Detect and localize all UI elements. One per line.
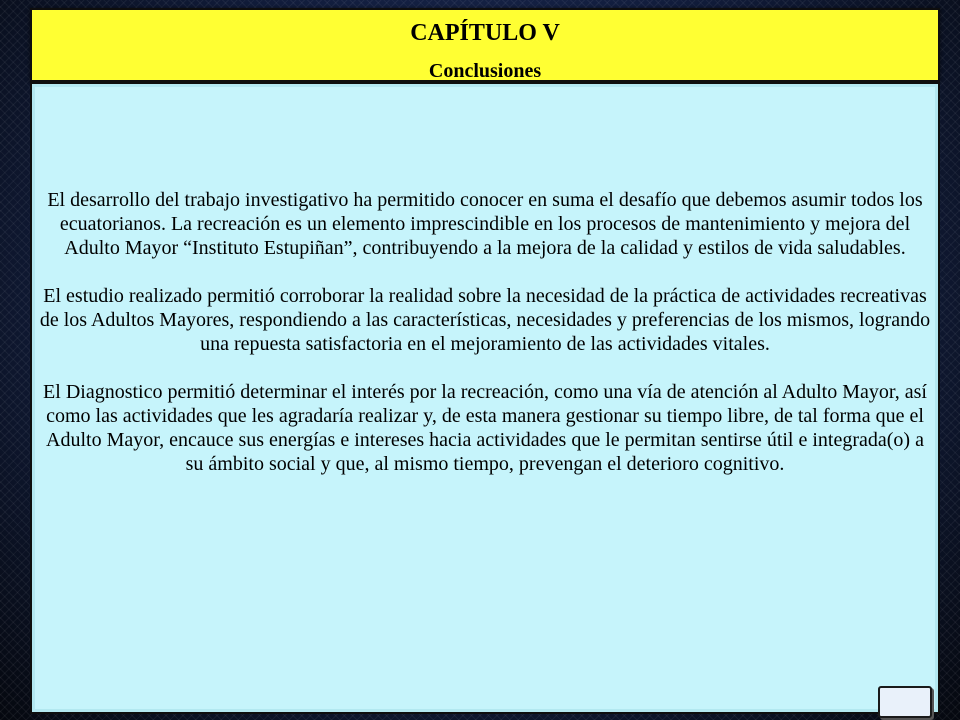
chapter-subtitle: Conclusiones xyxy=(428,60,542,82)
chapter-header xyxy=(30,8,940,82)
chapter-title: CAPÍTULO V xyxy=(410,20,560,46)
conclusions-text xyxy=(38,188,932,500)
paragraph-3: El Diagnostico permitió determinar el interés por la recreación, como una vía de atención al Adulto Mayor, así como las actividades que les agradaría realizar y, de esta manera gestionar su tiempo libre, de tal forma que el Adulto Mayor, encauce sus energías e intereses hacia actividades que le permitan sentirse útil e integrada(o) a su ámbito social y que, al mismo tiempo, prevengan el deterioro cognitivo. xyxy=(43,381,927,475)
conclusions-panel xyxy=(30,82,940,714)
paragraph-1: El desarrollo del trabajo investigativo ha permitido conocer en suma el desafío que debemos asumir todos los ecuatorianos. La recreación es un elemento imprescindible en los procesos de mantenimiento y mejora del Adulto Mayor “Instituto Estupiñan”, contribuyendo a la mejora de la calidad y estilos de vida saludables. xyxy=(47,189,923,259)
action-button-shape[interactable] xyxy=(878,686,932,718)
paragraph-2: El estudio realizado permitió corroborar la realidad sobre la necesidad de la práctica de actividades recreativas de los Adultos Mayores, respondiendo a las características, necesidades y preferencias de los mismos, logrando una repuesta satisfactoria en el mejoramiento de las actividades vitales. xyxy=(39,285,931,355)
